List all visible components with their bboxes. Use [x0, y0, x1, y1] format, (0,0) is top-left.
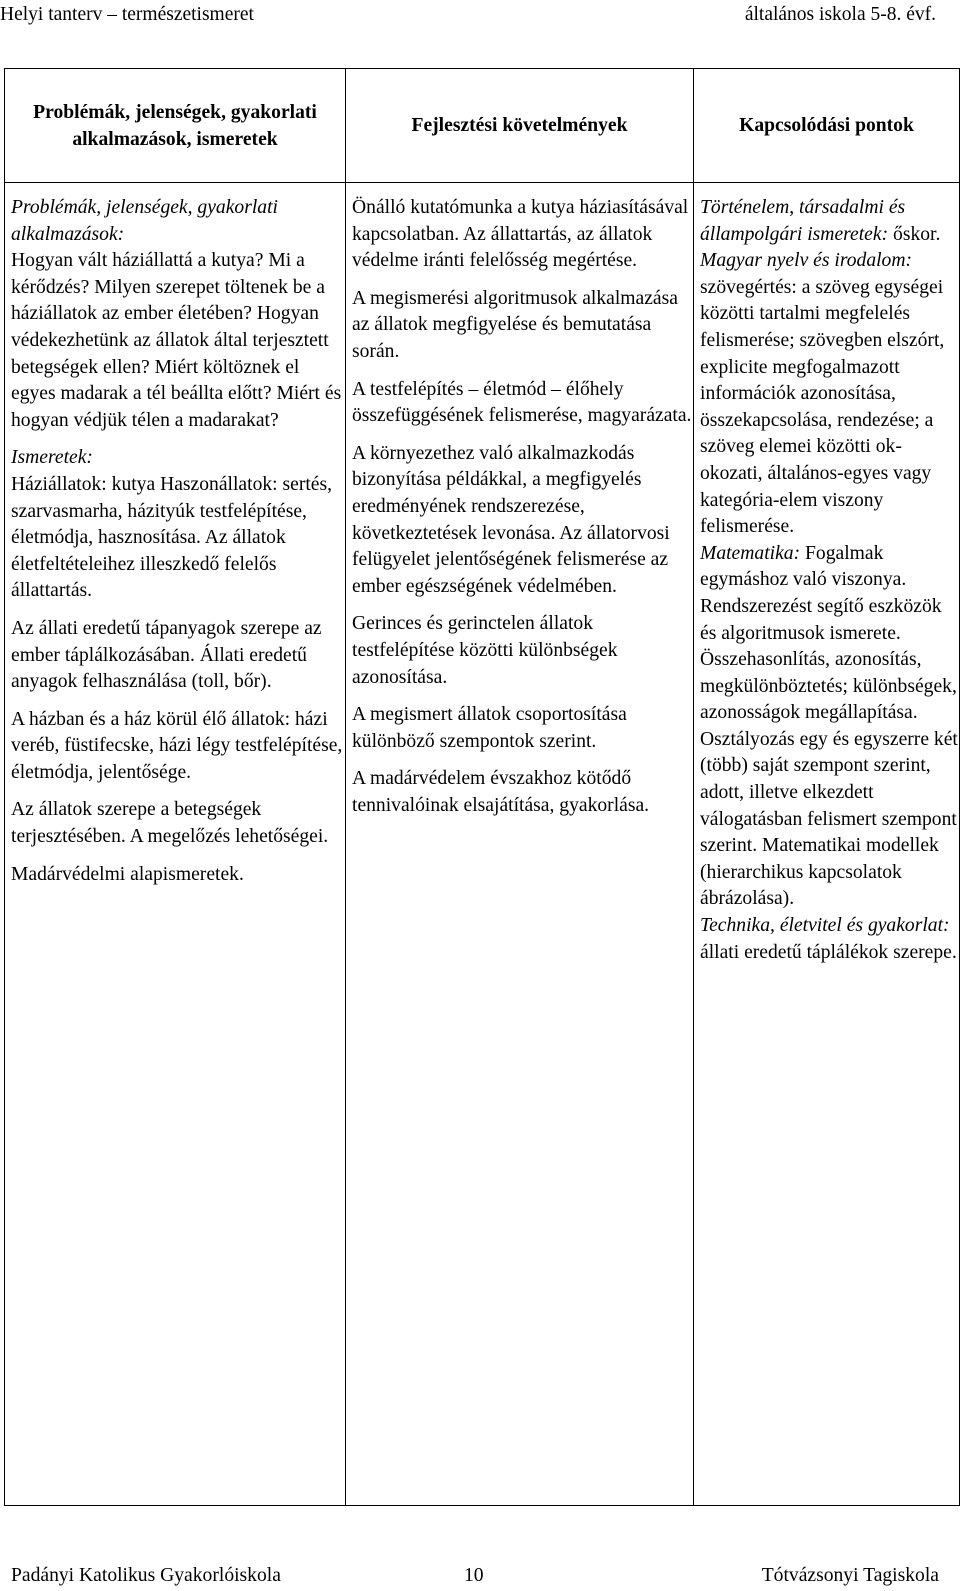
house-animals-text: A házban és a ház körül élő állatok: házi veréb, füstifecske, házi légy testfelépítése, életmódja, jelentősége.: [11, 708, 343, 783]
header-problems: Problémák, jelenségek, gyakorlati alkalmazások, ismeretek: [5, 69, 346, 183]
page-header: [0, 0, 960, 40]
nutrition-text: Az állati eredetű tápanyagok szerepe az ember táplálkozásában. Állati eredetű anyagok felhasználása (toll, bőr).: [11, 617, 322, 693]
math-connection: [700, 541, 959, 913]
requirement-6: A megismert állatok csoportosítása különböző szempontok szerint.: [352, 704, 627, 752]
tech-label: Technika, életvitel és gyakorlat:: [700, 915, 950, 937]
table-header-row: [5, 69, 960, 183]
hungarian-label: Magyar nyelv és irodalom:: [700, 250, 913, 272]
curriculum-table: [4, 68, 960, 1506]
table-body-row: [5, 183, 960, 1506]
requirement-7: A madárvédelem évszakhoz kötődő tennivalóinak elsajátítása, gyakorlása.: [352, 768, 650, 816]
knowledge-text: Háziállatok: kutya Haszonállatok: sertés, szarvasmarha, házityúk testfelépítése, életmódja, hasznosítása. Az állatok életfeltételeihez illeszkedő felelős állattartás.: [11, 473, 333, 602]
requirement-4: A környezethez való alkalmazkodás bizonyítása példákkal, a megfigyelés eredményének rendszerezése, következtetések levonása. Az állatorvosi felügyelet jelentőségének felismerése az ember egészségének védelmében.: [352, 442, 670, 597]
requirements-cell: [346, 183, 694, 1506]
header-right: általános iskola 5-8. évf.: [744, 4, 936, 25]
connections-cell: [694, 183, 960, 1506]
tech-connection: [700, 913, 959, 966]
history-text: őskor.: [893, 223, 941, 245]
history-connection: [700, 195, 959, 248]
requirement-2: A megismerési algoritmusok alkalmazása az állatok megfigyelése és bemutatása során.: [352, 287, 678, 362]
requirement-5: Gerinces és gerinctelen állatok testfelépítése közötti különbségek azonosítása.: [352, 613, 618, 688]
knowledge-label: Ismeretek:: [11, 447, 93, 469]
problems-cell: [5, 183, 346, 1506]
header-requirements: Fejlesztési követelmények: [346, 69, 694, 183]
history-label: Történelem, társadalmi és állampolgári ismeretek:: [700, 197, 906, 245]
requirement-1: Önálló kutatómunka a kutya háziasításával kapcsolatban. Az állattartás, az állatok védelme iránti felelősség megértése.: [352, 197, 689, 272]
page-number: 10: [464, 1565, 484, 1586]
requirement-3: A testfelépítés – életmód – élőhely összefüggésének felismerése, magyarázata.: [352, 378, 692, 427]
problems-text: Hogyan vált háziállattá a kutya? Mi a kérődzés? Milyen szerepet töltenek be a háziállatok az ember életében? Hogyan védekezhetünk az állatok által terjesztett betegségek ellen? Miért költöznek el egyes madarak a tél beállta előtt? Miért és hogyan védjük télen a madarakat?: [11, 250, 342, 431]
tech-text: állati eredetű táplálékok szerepe.: [700, 941, 957, 963]
page-footer: [0, 1564, 960, 1590]
footer-school: Padányi Katolikus Gyakorlóiskola: [11, 1565, 281, 1586]
header-left: Helyi tanterv – természetismeret: [0, 4, 254, 25]
problems-label: Problémák, jelenségek, gyakorlati alkalmazások:: [11, 197, 278, 245]
bird-protection-text: Madárvédelmi alapismeretek.: [11, 863, 244, 885]
hungarian-connection: [700, 248, 959, 541]
math-text: Fogalmak egymáshoz való viszonya. Rendszerezést segítő eszközök és algoritmusok ismerete. Összehasonlítás, azonosítás, megkülönböztetés; különbségek, azonosságok megállapítása. Osztályozás egy és egyszerre két (több) saját szempont szerint, adott, illetve elkezdett válogatásban felismert szempont szerint. Matematikai modellek (hierarchikus kapcsolatok ábrázolása).: [700, 542, 958, 910]
footer-branch: Tótvázsonyi Tagiskola: [761, 1565, 939, 1586]
math-label: Matematika:: [700, 542, 801, 564]
disease-text: Az állatok szerepe a betegségek terjesztésében. A megelőzés lehetőségei.: [11, 799, 329, 848]
header-connections: Kapcsolódási pontok: [694, 69, 960, 183]
hungarian-text: szövegértés: a szöveg egységei közötti tartalmi megfelelés felismerése; szövegben elszórt, explicite megfogalmazott információk azonosítása, összekapcsolása, rendezése; a szöveg elemei közötti ok-okozati, általános-egyes vagy kategória-elem viszony felismerése.: [700, 276, 945, 538]
